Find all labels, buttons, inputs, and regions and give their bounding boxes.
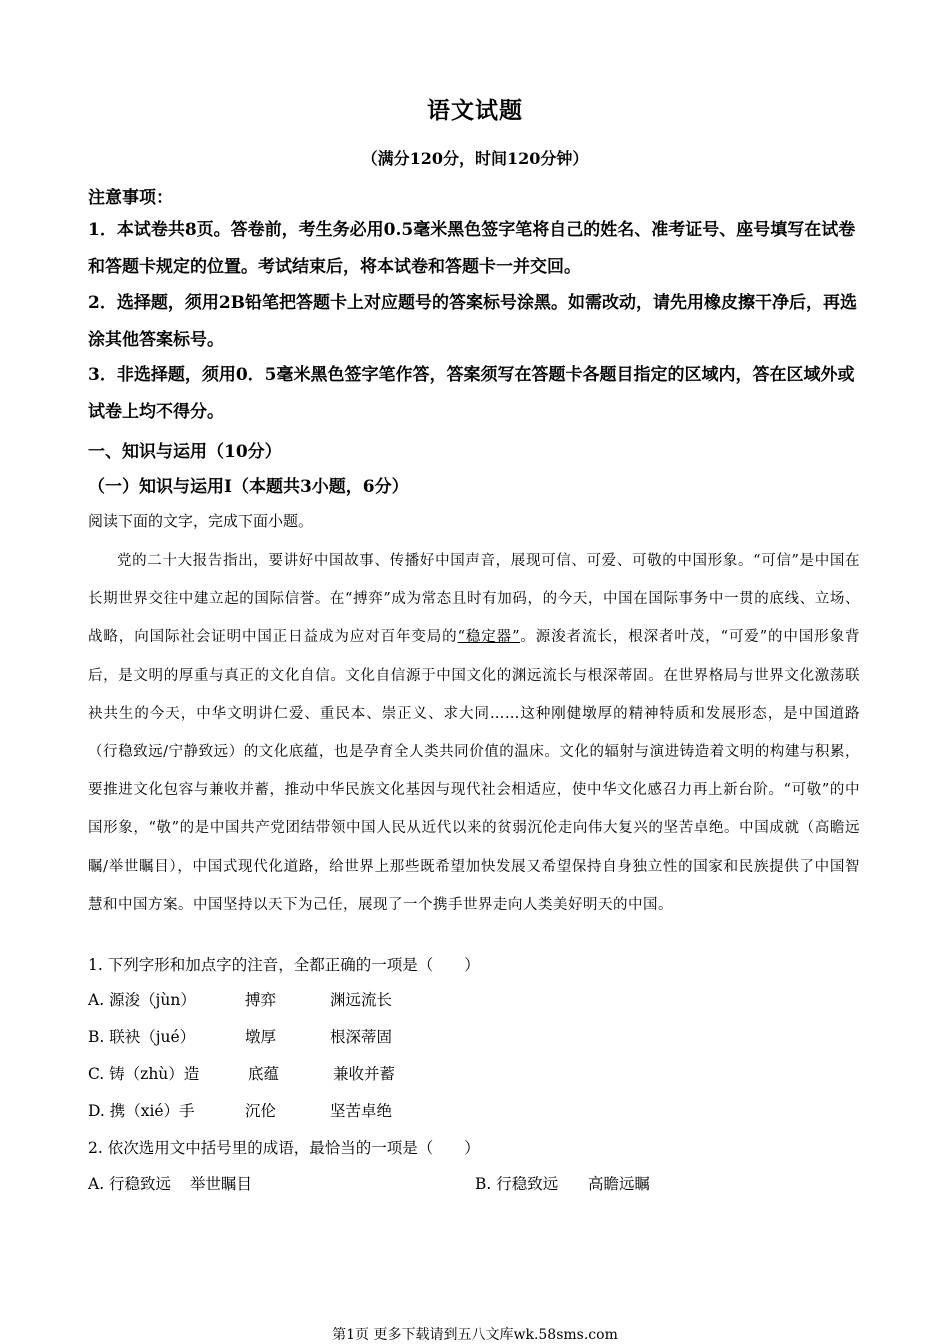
q1-option-a-label: A. 源浚（jùn） (88, 991, 196, 1009)
q2-option-a-label: A. 行稳致远 (88, 1175, 172, 1193)
reading-instruction: 阅读下面的文字，完成下面小题。 (88, 512, 314, 530)
q1-option-b-word-2: 根深蒂固 (330, 1028, 393, 1046)
stabilizer-term: “稳定器” (457, 629, 520, 646)
page-title: 语文试题 (427, 97, 523, 124)
section-heading: 一、知识与运用（10分） (88, 442, 282, 462)
notice-heading: 注意事项： (88, 188, 173, 208)
question-1-stem: 1. 下列字形和加点字的注音，全都正确的一项是（ ） (88, 956, 480, 974)
page-footer: 第1页 更多下载请到五八文库wk.58sms.com (332, 1327, 618, 1343)
q1-option-d (88, 1099, 195, 1121)
notice-item-2: 2．选择题，须用2B铅笔把答题卡上对应题号的答案标号涂黑。如需改动，请先用橡皮擦干净后，再选涂其他答案标号。 (88, 293, 858, 350)
q1-option-b-label: B. 联袂（jué） (88, 1028, 196, 1046)
passage-part-2: 。源浚者流长，根深者叶茂，“可爱”的中国形象背后，是文明的厚重与真正的文化自信。文化自信源于中国文化的渊远流长与根深蒂固。在世界格局与世界文化激荡联袂共生的今天，中华文明讲仁爱、重民本、崇正义、求大同……这种刚健墩厚的精神特质和发展形态，是中国道路（行稳致远/宁静致远）的文化底蕴，也是孕育全人类共同价值的温床。文化的辐射与演进铸造着文明的构建与积累，要推进文化包容与兼收并蓄，推动中华民族文化基因与现代社会相适应，使中华文化感召力再上新台阶。“可敬”的中国形象，“敬”的是中国共产党团结带领中国人民从近代以来的贫弱沉伦走向伟大复兴的坚苦卓绝。中国成就（高瞻远瞩/举世瞩目），中国式现代化道路，给世界上那些既希望加快发展又希望保持自身独立性的国家和民族提供了中国智慧和中国方案。中国坚持以天下为己任，展现了一个携手世界走向人类美好明天的中国。 (88, 629, 860, 913)
q1-option-c-word-1: 底蕴 (248, 1065, 280, 1083)
q1-option-b-word-1: 墩厚 (245, 1028, 277, 1046)
q2-option-a-word: 举世瞩目 (190, 1175, 253, 1193)
q1-option-d-word-2: 坚苦卓绝 (330, 1102, 393, 1120)
subsection-heading: （一）知识与运用Ⅰ（本题共3小题，6分） (88, 477, 409, 497)
notice-item-3: 3．非选择题，须用0．5毫米黑色签字笔作答，答案须写在答题卡各题目指定的区域内，答在区域外或试卷上均不得分。 (88, 365, 855, 422)
q1-option-c (88, 1062, 199, 1084)
q1-option-d-label: D. 携（xié）手 (88, 1102, 195, 1120)
q1-option-c-label: C. 铸（zhù）造 (88, 1065, 200, 1083)
reading-passage (88, 542, 860, 924)
q2-option-b-label: B. 行稳致远 (475, 1175, 559, 1193)
q1-option-a (88, 988, 196, 1010)
question-2-stem: 2. 依次选用文中括号里的成语，最恰当的一项是（ ） (88, 1139, 480, 1157)
notice-item-1: 1．本试卷共8页。答卷前，考生务必用0.5毫米黑色签字笔将自己的姓名、准考证号、座号填写在试卷和答题卡规定的位置。考试结束后，将本试卷和答题卡一并交回。 (88, 220, 856, 277)
exam-subtitle: （满分120分，时间120分钟） (361, 149, 589, 168)
q1-option-b (88, 1025, 195, 1047)
passage-part-1: 党的二十大报告指出，要讲好中国故事、传播好中国声音，展现可信、可爱、可敬的中国形象。“可信”是中国在长期世界交往中建立起的国际信誉。在“搏弈”成为常态且时有加码，的今天，中国在国际事务中一贯的底线、立场、战略，向国际社会证明中国正日益成为应对百年变局的 (88, 553, 860, 646)
q1-option-a-word-1: 搏弈 (245, 991, 277, 1009)
q1-option-a-word-2: 渊远流长 (330, 991, 393, 1009)
q1-option-c-word-2: 兼收并蓄 (333, 1065, 396, 1083)
q2-option-b-word: 高瞻远瞩 (588, 1175, 651, 1193)
q1-option-d-word-1: 沉伦 (245, 1102, 277, 1120)
